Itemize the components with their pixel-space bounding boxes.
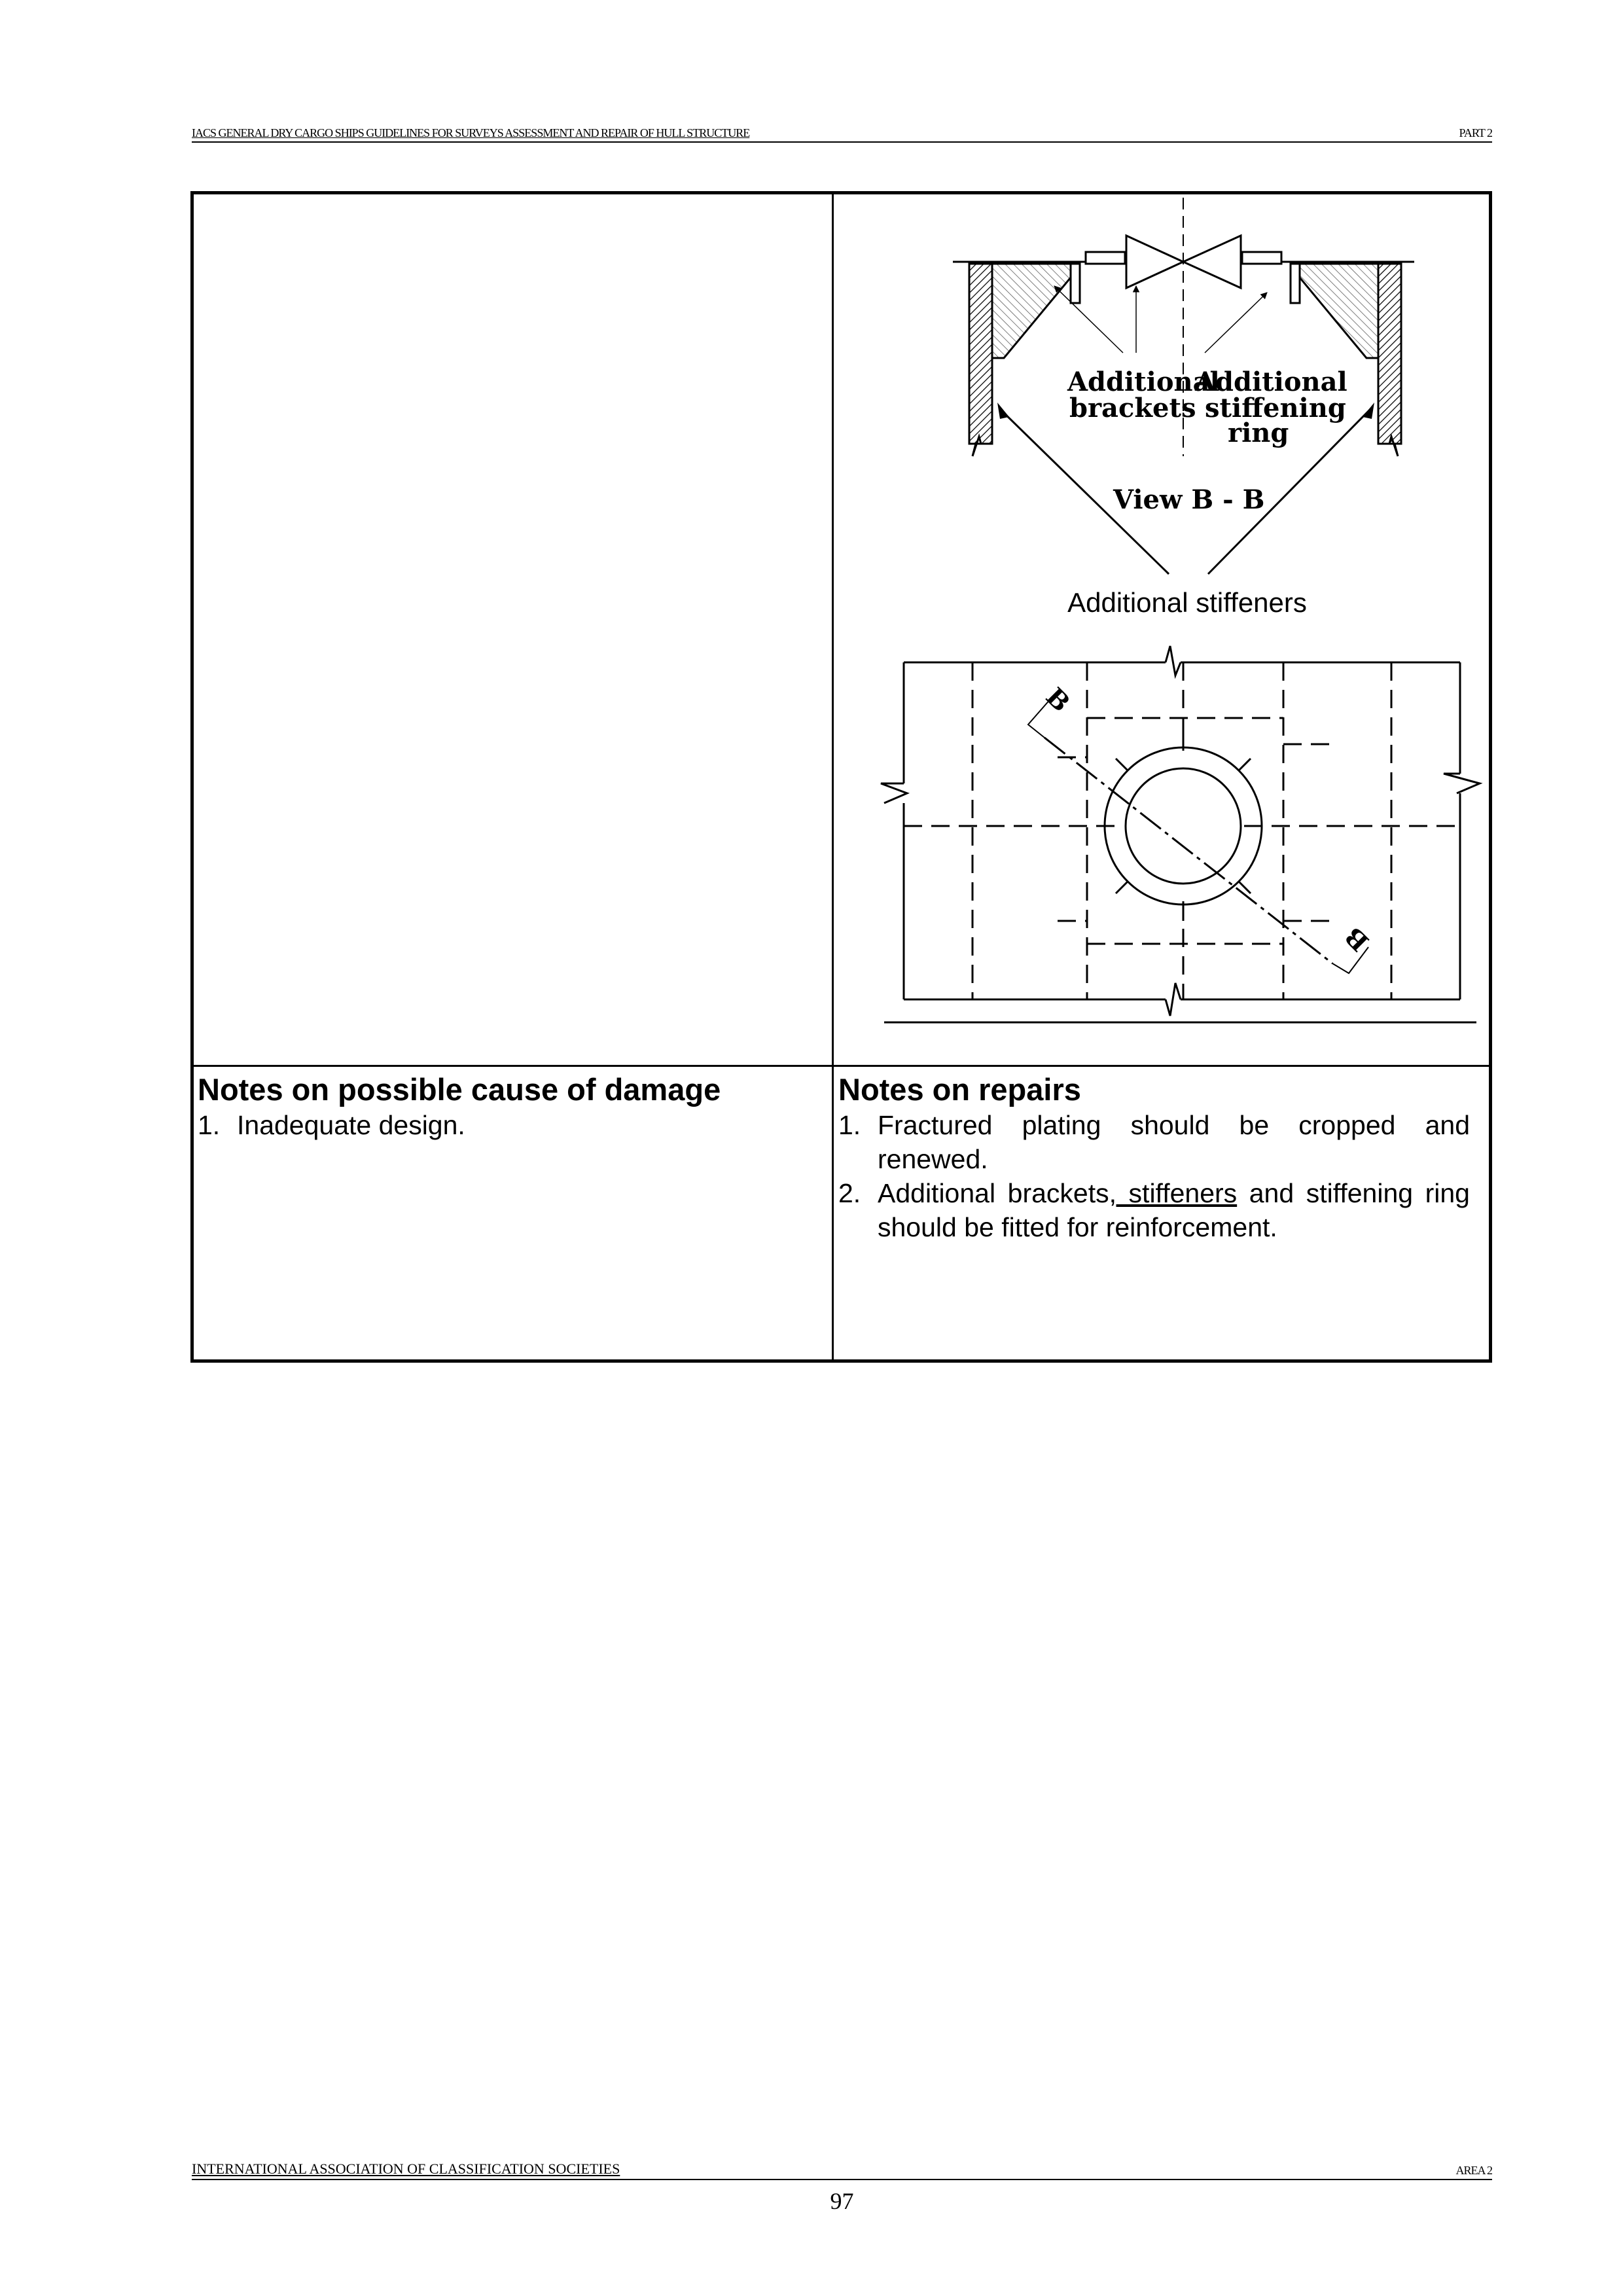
page-footer: [192, 2162, 1492, 2180]
valve-icon: [1126, 236, 1183, 288]
footer-organization: INTERNATIONAL ASSOCIATION OF CLASSIFICATION SOCIETIES: [192, 2161, 620, 2177]
row-divider: [194, 1065, 1489, 1067]
plan-view-sketch: [881, 646, 1480, 1022]
item-number: 1.: [838, 1110, 861, 1140]
item-text-part-b: and stiffening ring should be fitted for reinforcement.: [878, 1178, 1470, 1242]
item-number: 1.: [198, 1110, 221, 1140]
item-text: Inadequate design.: [237, 1110, 465, 1140]
label-additional-brackets-2: brackets: [1069, 393, 1196, 423]
label-additional-brackets-1: Additional: [1067, 367, 1220, 397]
footer-area: AREA 2: [1455, 2164, 1492, 2177]
additional-stiffeners-label: Additional stiffeners: [1067, 587, 1307, 618]
item-text-part-a: Additional brackets: [878, 1178, 1109, 1208]
view-b-b-label: View B - B: [1113, 484, 1265, 515]
header-part: PART 2: [1459, 126, 1492, 139]
label-stiffening-ring-3: ring: [1228, 418, 1289, 448]
page-header: [192, 124, 1492, 143]
header-title: IACS GENERAL DRY CARGO SHIPS GUIDELINES FOR SURVEYS ASSESSMENT AND REPAIR OF HULL STRUCTURE: [192, 126, 750, 139]
notes-repairs-heading: Notes on repairs: [838, 1072, 1081, 1107]
damage-repair-table: [190, 191, 1492, 1363]
notes-repairs-section: [838, 1071, 1470, 1244]
item-text: [878, 1176, 1470, 1244]
notes-cause-section: [198, 1071, 826, 1142]
label-stiffening-ring-1: Additional: [1195, 367, 1347, 397]
list-item: [838, 1176, 1470, 1244]
section-mark-b-top: B: [1040, 681, 1077, 718]
list-item: [198, 1108, 826, 1142]
item-text-underlined: , stiffeners: [1109, 1178, 1238, 1208]
list-item: [838, 1108, 1470, 1176]
page-number: 97: [830, 2188, 854, 2214]
view-b-b-sketch: [953, 198, 1414, 574]
label-stiffening-ring-2: stiffening: [1205, 393, 1346, 423]
item-number: 2.: [838, 1178, 861, 1208]
section-mark-b-bottom: B: [1338, 921, 1375, 958]
repair-sketch: [194, 194, 1489, 1065]
notes-cause-heading: Notes on possible cause of damage: [198, 1072, 721, 1107]
item-text: Fractured plating should be cropped and renewed.: [878, 1110, 1470, 1174]
